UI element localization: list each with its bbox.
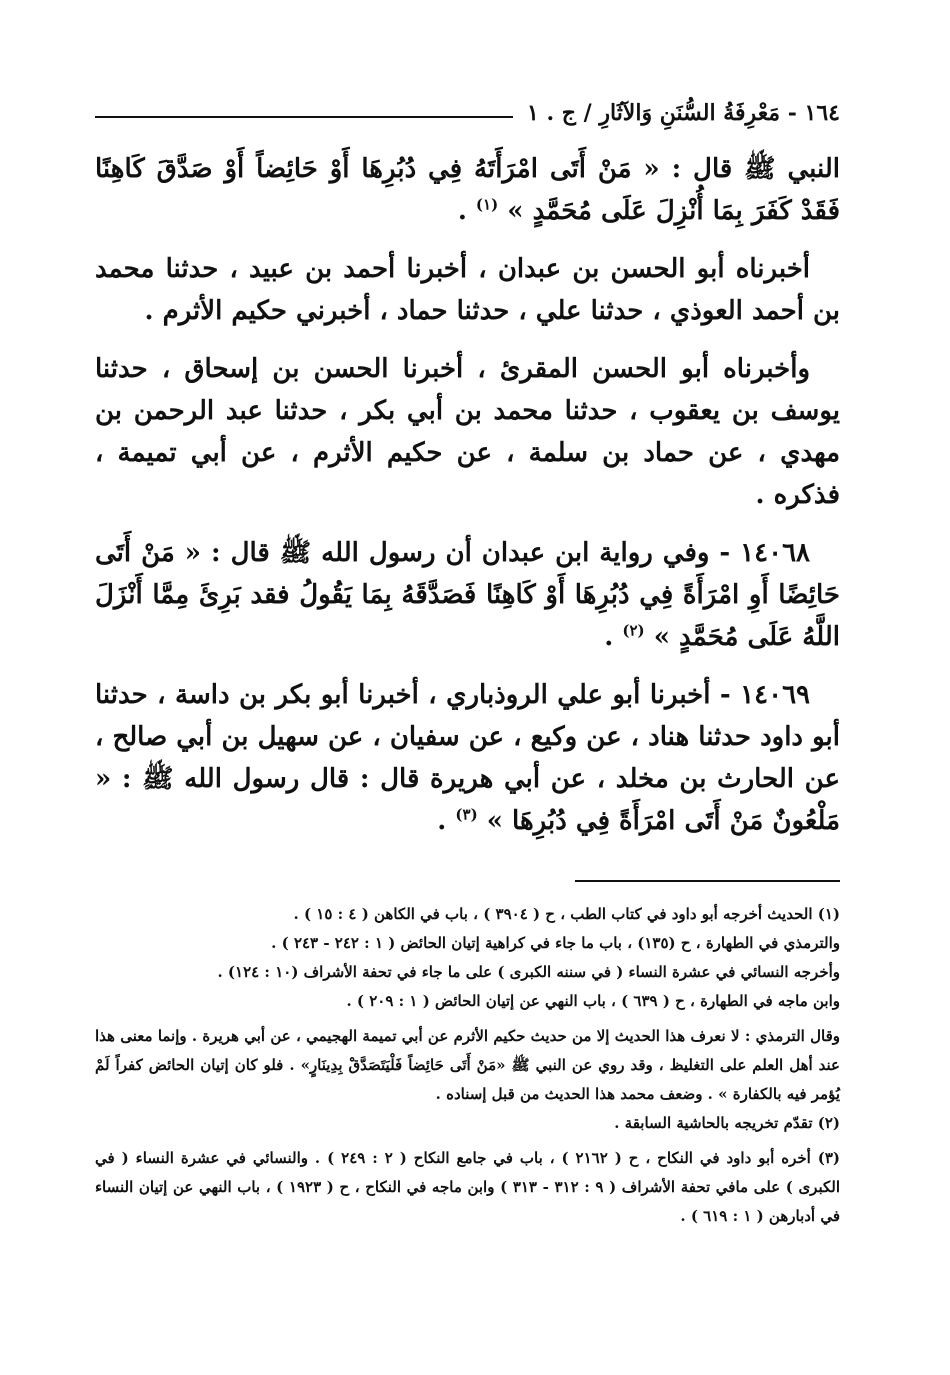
footnote-1-line-3: وأخرجه النسائي في عشرة النساء ( في سننه الكبرى ) على ما جاء في تحفة الأشراف (١٠ : ١٢٤) .: [217, 963, 840, 981]
footnote-ref-1: (١): [475, 195, 499, 214]
hadith-14068: [95, 532, 840, 658]
footnote-1-line-2: والترمذي في الطهارة ، ح (١٣٥) ، باب ما جاء في كراهية إتيان الحائض ( ١ : ٢٤٢ - ٢٤٣ ) .: [271, 934, 840, 952]
period: .: [604, 622, 623, 652]
footnote-ref-3: (٣): [455, 805, 478, 824]
paragraph-3: وأخبرناه أبو الحسن المقرئ ، أخبرنا الحسن بن إسحاق ، حدثنا يوسف بن يعقوب ، حدثنا محمد بن أبي بكر ، حدثنا عبد الرحمن بن مهدي ، عن حماد بن سلمة ، عن حكيم الأثرم ، عن أبي تميمة ، فذكره .: [95, 354, 840, 510]
hadith-14069: [95, 674, 840, 842]
header-rule: [95, 116, 513, 118]
page-header: [95, 92, 840, 128]
paragraph-2: أخبرناه أبو الحسن بن عبدان ، أخبرنا أحمد بن عبيد ، حدثنا محمد بن أحمد العوذي ، حدثنا علي ، حدثنا حماد ، أخبرني حكيم الأثرم .: [95, 254, 840, 326]
footnotes: [95, 900, 840, 1231]
footnote-1-line-4: وابن ماجه في الطهارة ، ح ( ٦٣٩ ) ، باب النهي عن إتيان الحائض ( ١ : ٢٠٩ ) .: [346, 992, 840, 1010]
footnote-1-note: وقال الترمذي : لا نعرف هذا الحديث إلا من حديث حكيم الأثرم عن أبي تميمة الهجيمي ، عن أبي هريرة . وإنما معنى هذا عند أهل العلم على التغليظ ، وقد روي عن النبي ﷺ «مَنْ أَتَى حَائِضاً فَلْيَتَصَدَّقْ بِدِينَارٍ» . فلو كان إتيان الحائض كفراً لَمْ يُؤمر فيه بالكفارة » . وضعف محمد هذا الحديث من قبل إسناده .: [95, 1027, 840, 1103]
period: .: [437, 806, 456, 836]
footnote-ref-2: (٢): [622, 621, 645, 640]
paragraph-1: [95, 148, 840, 232]
footnote-2: (٢) تقدّم تخريجه بالحاشية السابقة .: [614, 1114, 840, 1132]
footnote-separator: [575, 880, 840, 882]
footnote-3: (٣) أخره أبو داود في النكاح ، ح ( ٢١٦٢ ) ، باب في جامع النكاح ( ٢ : ٢٤٩ ) . والنسائي في عشرة النساء ( في الكبرى ) على مافي تحفة الأشراف ( ٩ : ٣١٢ - ٣١٣ ) وابن ماجه في النكاح ، ح ( ١٩٢٣ ) ، باب النهي عن إتيان النساء في أدبارهن ( ١ : ٦١٩ ) .: [95, 1149, 841, 1225]
period: .: [457, 196, 476, 226]
paragraph-text: ١٤٠٦٨ - وفي رواية ابن عبدان أن رسول الله ﷺ قال : « مَنْ أَتَى حَائِضًا أَوِ امْرَأَةً فِي دُبُرِهَا أَوْ كَاهِنًا فَصَدَّقَهُ بِمَا يَقُولُ فقد بَرِئَ مِمَّا أَنْزَلَ اللَّهُ عَلَى مُحَمَّدٍ »: [95, 538, 840, 652]
paragraph-text: النبي ﷺ قال : « مَنْ أَتَى امْرَأَتَهُ فِي دُبُرِهَا أَوْ حَائِضاً أَوْ صَدَّقَ كَاهِنًا فَقَدْ كَفَرَ بِمَا أُنْزِلَ عَلَى مُحَمَّدٍ »: [95, 154, 840, 226]
footnote-1-line-1: (١) الحديث أخرجه أبو داود في كتاب الطب ، ح ( ٣٩٠٤ ) ، باب في الكاهن ( ٤ : ١٥ ) .: [293, 905, 840, 923]
main-text: [95, 148, 840, 858]
running-title: ١٦٤ - مَعْرِفَةُ السُّنَنِ وَالآثَارِ / ج . ١: [527, 100, 840, 126]
paragraph-text: ١٤٠٦٩ - أخبرنا أبو علي الروذباري ، أخبرنا أبو بكر بن داسة ، حدثنا أبو داود حدثنا هناد ، عن وكيع ، عن سفيان ، عن سهيل بن أبي صالح ، عن الحارث بن مخلد ، عن أبي هريرة قال : قال رسول الله ﷺ : « مَلْعُونٌ مَنْ أَتَى امْرَأَةً فِي دُبُرِهَا »: [95, 680, 840, 836]
